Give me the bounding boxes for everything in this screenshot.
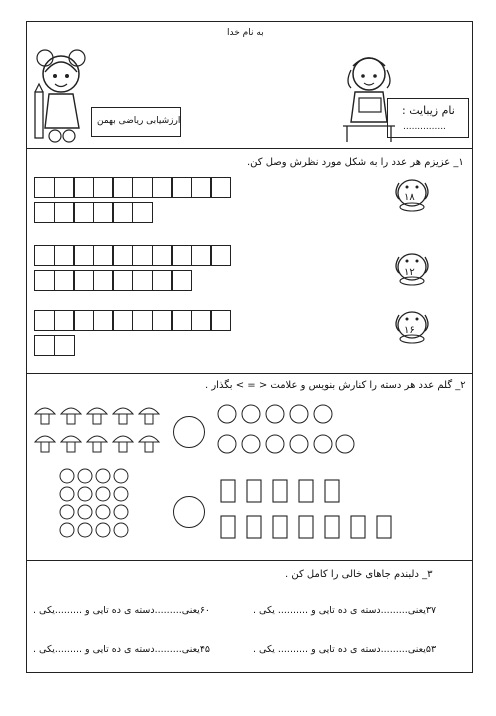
robot-group-bottom-right (217, 474, 397, 546)
student-name-label: نام زیبایت : (402, 104, 455, 117)
mushroom-group-top-left (33, 402, 163, 458)
puppy-icon[interactable] (391, 245, 433, 287)
question-1-section (27, 149, 472, 374)
box-group-3-top[interactable] (34, 310, 230, 331)
question-2-section (27, 374, 472, 561)
box-group-2-top[interactable] (34, 245, 230, 266)
worksheet (26, 21, 473, 673)
ball-group-bottom-left (57, 466, 137, 548)
basmala: به نام خدا (227, 28, 264, 38)
question-3-section (27, 561, 472, 674)
compare-circle-2[interactable] (173, 496, 205, 528)
compare-circle-1[interactable] (173, 416, 205, 448)
puppy-icon[interactable] (391, 303, 433, 345)
q3-item-53[interactable]: ۵۳یعنی.........دسته ی ده تایی و .......... یکی . (253, 644, 437, 655)
q3-instruction: ۳_ دلبندم جاهای خالی را کامل کن . (285, 569, 433, 580)
q2-instruction: ۲_ گلم عدد هر دسته را کنارش بنویس و علامت < = > بگذار . (205, 380, 466, 391)
subject-label: ارزشیابی ریاضی بهمن (97, 116, 181, 126)
box-group-1-top[interactable] (34, 177, 230, 198)
puppy-number-2: ۱۲ (404, 267, 415, 278)
student-name-blank[interactable]: ............... (403, 122, 446, 132)
q3-item-45[interactable]: ۴۵یعنی.........دسته ی ده تایی و .........یکی . (33, 644, 211, 655)
q1-instruction: ۱_ عزیزم هر عدد را به شکل مورد نظرش وصل کن. (247, 157, 464, 168)
rocket-group-top-right (215, 400, 355, 460)
puppy-number-3: ۱۶ (404, 325, 415, 336)
girl-with-pencil-illustration (31, 44, 93, 144)
q3-item-37[interactable]: ۳۷یعنی.........دسته ی ده تایی و .......... یکی . (253, 605, 437, 616)
box-group-2-bottom[interactable] (34, 270, 191, 291)
q3-item-60[interactable]: ۶۰یعنی.........دسته ی ده تایی و .........یکی . (33, 605, 211, 616)
box-group-1-bottom[interactable] (34, 202, 152, 223)
puppy-number-1: ۱۸ (404, 192, 415, 203)
header-section (27, 22, 472, 149)
box-group-3-bottom[interactable] (34, 335, 73, 356)
